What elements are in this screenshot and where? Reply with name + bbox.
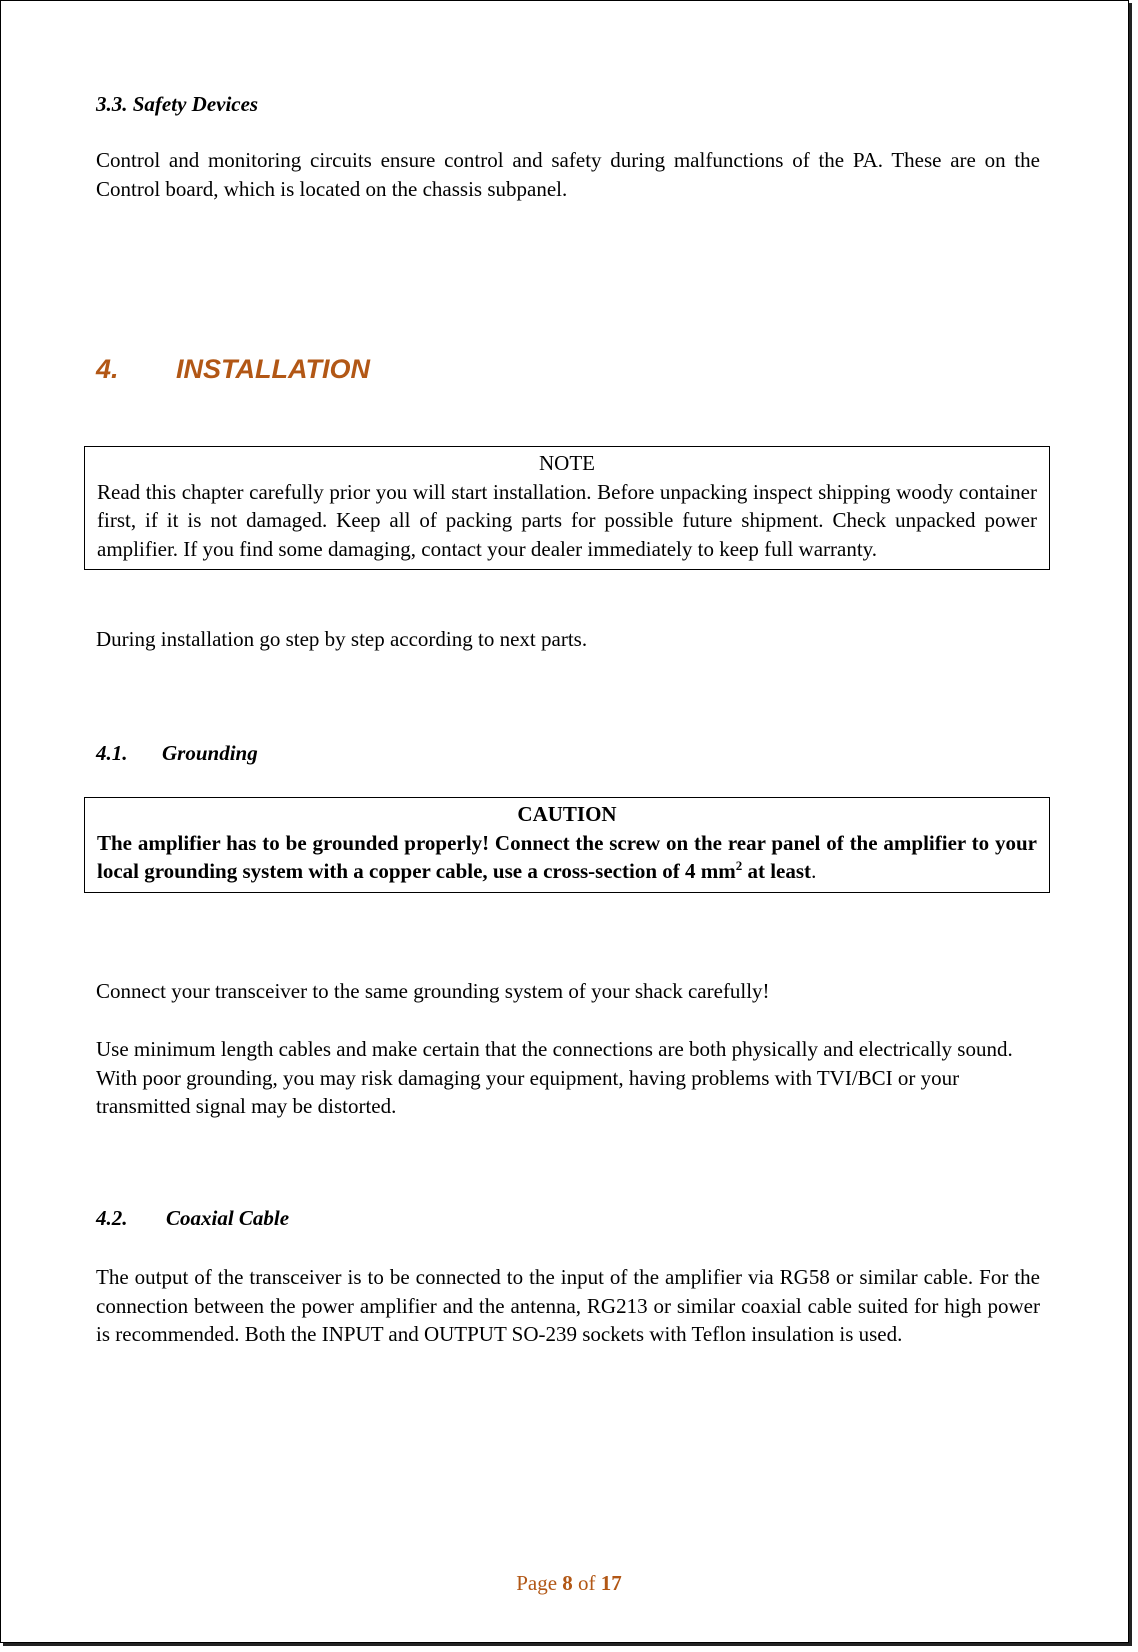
current-page-number: 8	[562, 1571, 573, 1595]
caution-text-main: The amplifier has to be grounded properly! Connect the screw on the rear panel of the amplifier to your local grounding system with a copper cable, use a cross-section of 4 mm	[97, 830, 1037, 883]
of-label: of	[578, 1571, 596, 1595]
chapter-heading	[96, 354, 370, 385]
caution-text	[97, 829, 1037, 886]
grounding-paragraph-1: Connect your transceiver to the same grounding system of your shack carefully!	[96, 979, 770, 1003]
coax-title: Coaxial Cable	[166, 1206, 290, 1230]
note-title: NOTE	[539, 451, 595, 475]
chapter-number: 4.	[96, 354, 119, 384]
section-heading-grounding	[96, 741, 258, 766]
caution-box	[84, 797, 1050, 893]
note-box	[84, 446, 1050, 570]
note-text: Read this chapter carefully prior you will start installation. Before unpacking inspect shipping woody container first, if it is not damaged. Keep all of packing parts for possible future shipment. Check unpacked power amplifier. If you find some damaging, contact your dealer immediately to keep full warranty.	[97, 479, 1037, 561]
caution-period: .	[811, 859, 817, 883]
chapter-title: INSTALLATION	[176, 354, 370, 384]
page-label: Page	[516, 1571, 558, 1595]
caution-superscript: 2	[735, 858, 743, 873]
caution-text-tail: at least	[742, 859, 812, 883]
section-heading-safety-devices: 3.3. Safety Devices	[96, 92, 259, 116]
coax-number: 4.2.	[96, 1206, 128, 1230]
grounding-title: Grounding	[162, 741, 258, 765]
grounding-paragraph-2: Use minimum length cables and make certain that the connections are both physically and electrically sound. With poor grounding, you may risk damaging your equipment, having problems with TVI/BCI or your transmitted signal may be distorted.	[96, 1037, 1013, 1118]
section-heading-coaxial-cable	[96, 1206, 289, 1231]
grounding-number: 4.1.	[96, 741, 128, 765]
total-page-count: 17	[600, 1571, 622, 1595]
coaxial-cable-paragraph: The output of the transceiver is to be connected to the input of the amplifier via RG58 or similar cable. For the connection between the power amplifier and the antenna, RG213 or similar coaxial cable suited for high power is recommended. Both the INPUT and OUTPUT SO-239 sockets with Teflon insulation is used.	[96, 1265, 1040, 1346]
safety-devices-paragraph: Control and monitoring circuits ensure control and safety during malfunctions of the PA. These are on the Control board, which is located on the chassis subpanel.	[96, 148, 1040, 201]
installation-intro: During installation go step by step according to next parts.	[96, 627, 588, 651]
caution-title: CAUTION	[517, 802, 617, 826]
page-footer	[0, 1571, 1138, 1596]
